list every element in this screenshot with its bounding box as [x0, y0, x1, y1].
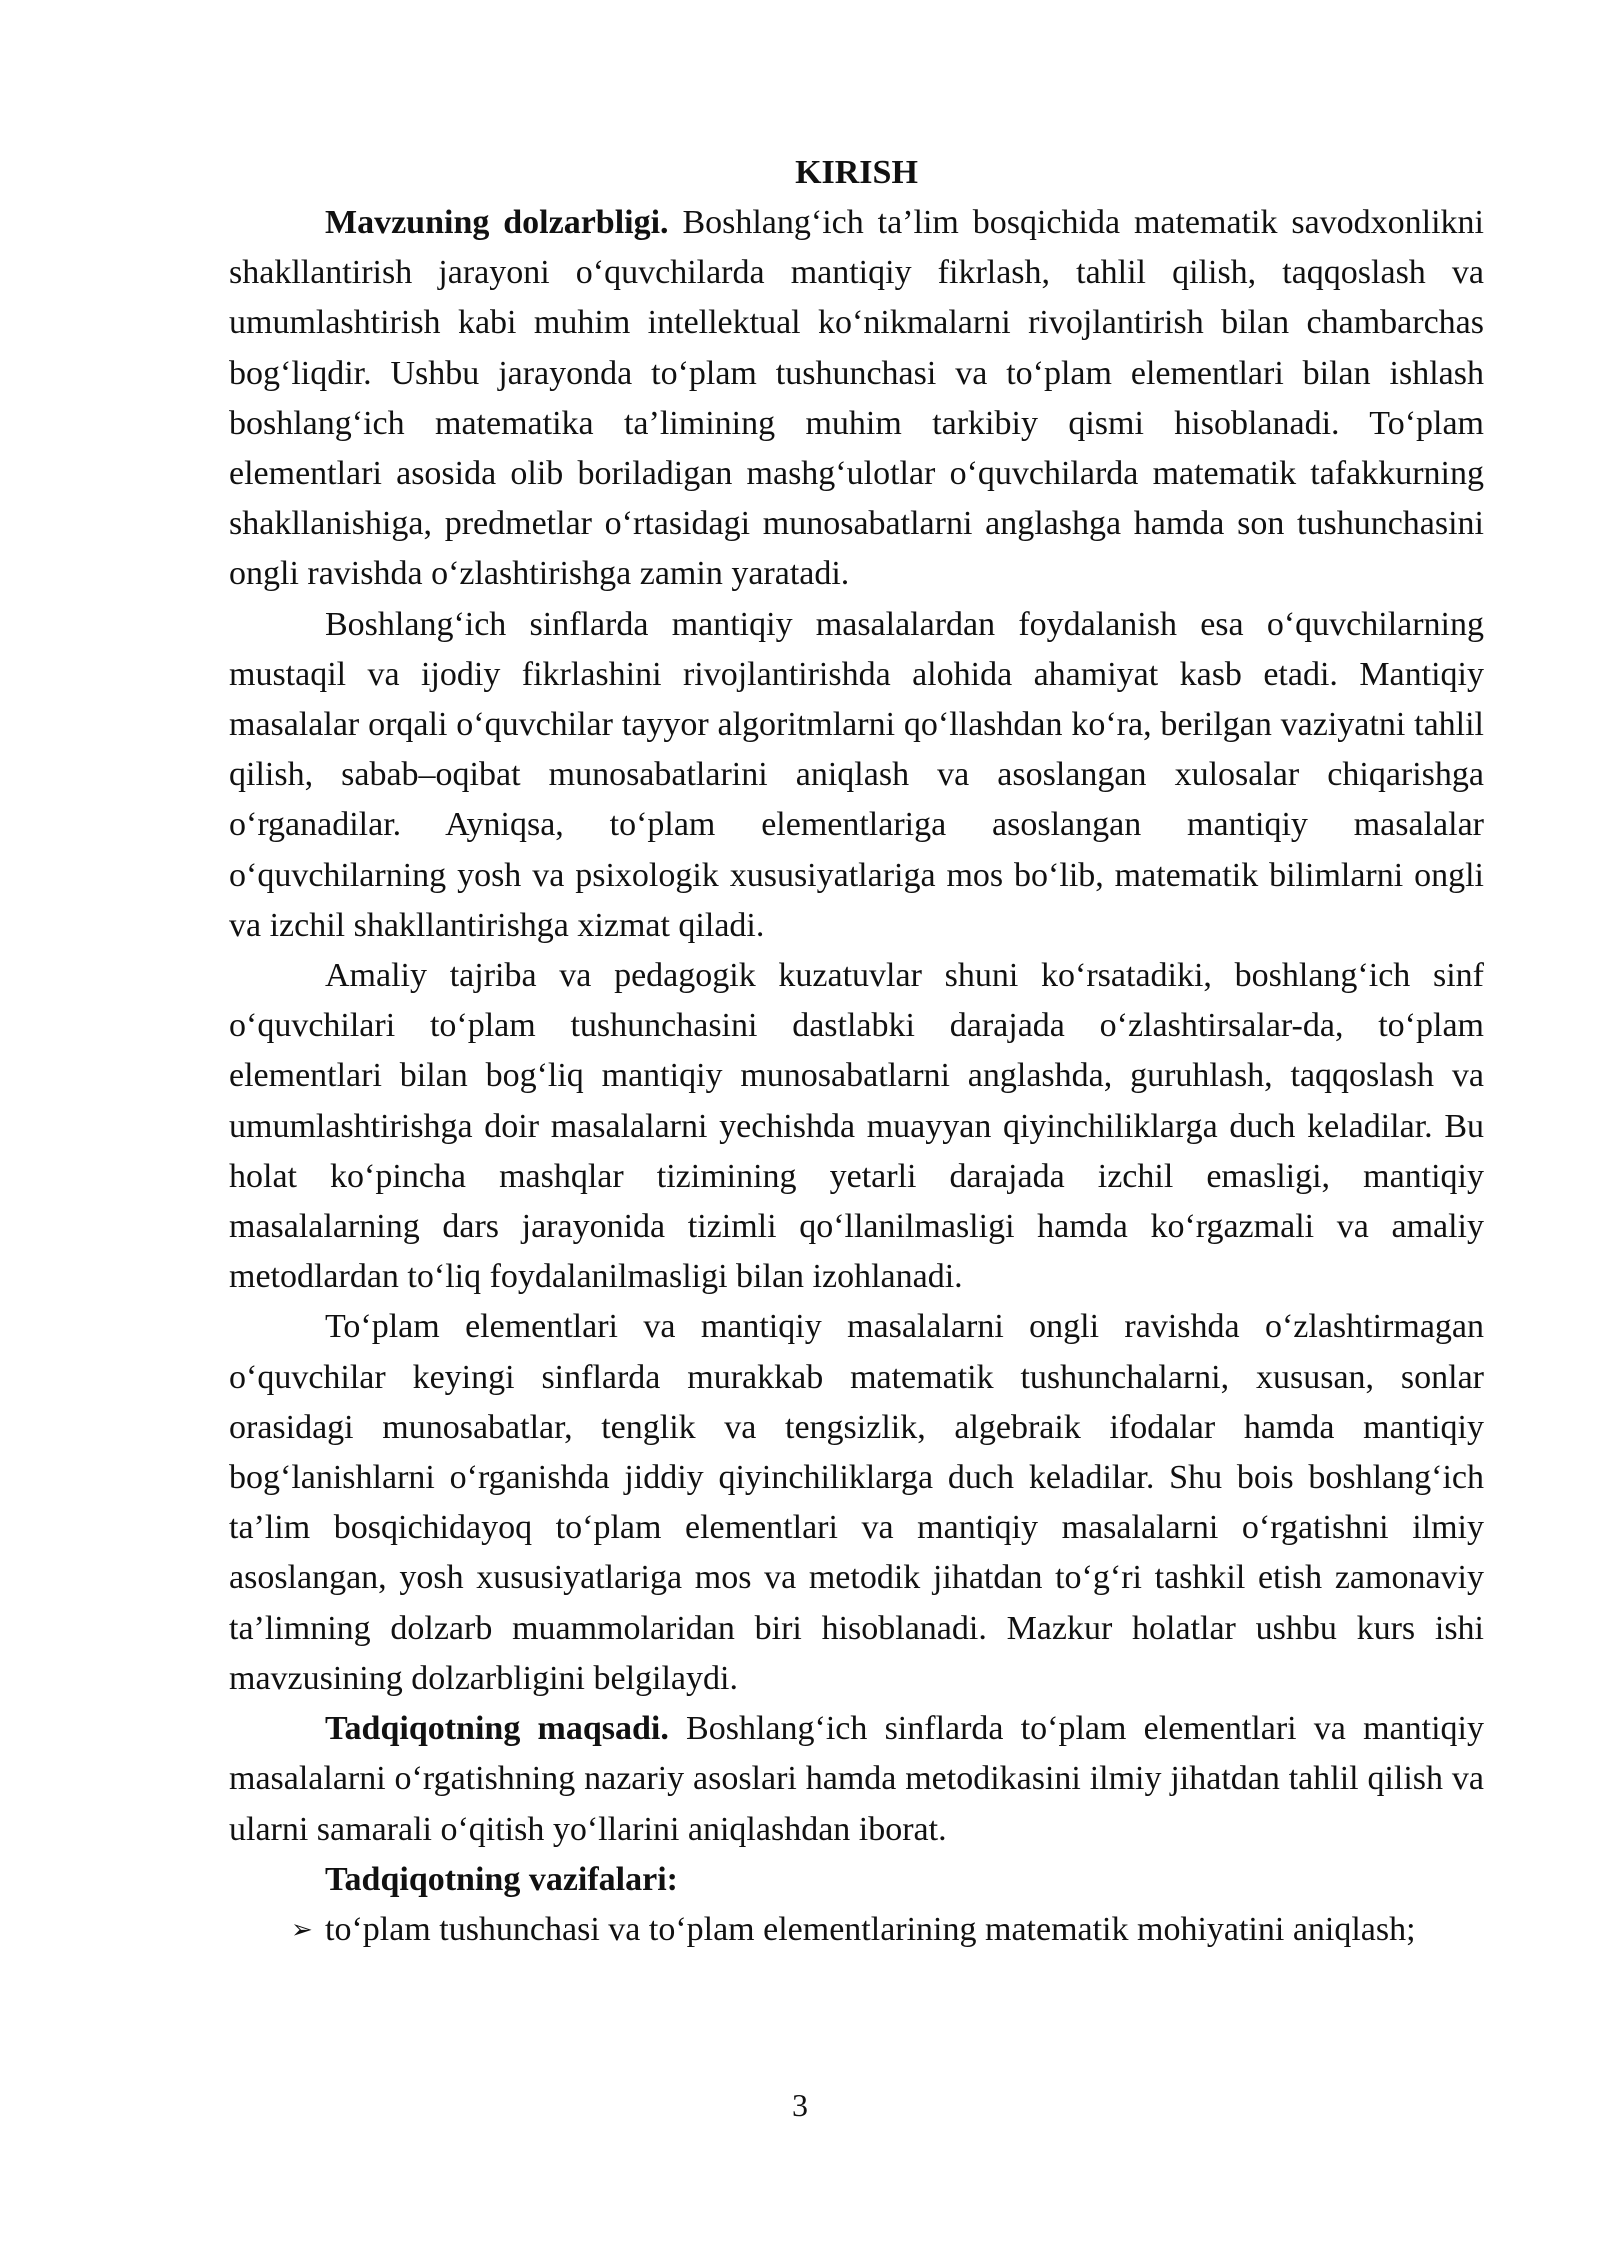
paragraph-relevance [229, 198, 1484, 600]
paragraph-text: Amaliy tajriba va pedagogik kuzatuvlar shuni ko‘rsatadiki, boshlang‘ich sinf o‘quvchilari to‘plam tushunchasini dastlabki darajada o‘zlashtirsalar-da, to‘plam elementlari bilan bog‘liq mantiqiy munosabatlarni anglashda, guruhlash, taqqoslash va umumlashtirishga doir masalalarni yechishda muayyan qiyinchiliklarga duch keladilar. Bu holat ko‘pincha mashqlar tizimining yetarli darajada izchil emasligi, mantiqiy masalalarning dars jarayonida tizimli qo‘llanilmasligi hamda ko‘rgazmali va amaliy metodlardan to‘liq foydalanilmasligi bilan izohlanadi. [229, 957, 1484, 1296]
page-number: 3 [792, 2087, 808, 2123]
paragraph-lead: Mavzuning dolzarbligi. [325, 204, 669, 241]
paragraph-text: Boshlang‘ich sinflarda mantiqiy masalalardan foydalanish esa o‘quvchilarning mustaqil va ijodiy fikrlashini rivojlantirishda alohida ahamiyat kasb etadi. Mantiqiy masalalar orqali o‘quvchilar tayyor algoritmlarni qo‘llashdan ko‘ra, berilgan vaziyatni tahlil qilish, sabab–oqibat munosabatlarini aniqlash va asoslangan xulosalar chiqarishga o‘rganadilar. Ayniqsa, to‘plam elementlariga asoslangan mantiqiy masalalar o‘quvchilarning yosh va psixologik xususiyatlariga mos bo‘lib, matematik bilimlarni ongli va izchil shakllantirishga xizmat qiladi. [229, 605, 1484, 944]
tasks-heading: Tadqiqotning vazifalari: [325, 1860, 678, 1898]
task-list-item [229, 1905, 1484, 1955]
paragraph-text: To‘plam elementlari va mantiqiy masalalarni ongli ravishda o‘zlashtirmagan o‘quvchilar keyingi sinflarda murakkab matematik tushunchalarni, xususan, sonlar orasidagi munosabatlar, tenglik va tengsizlik, algebraik ifodalar hamda mantiqiy bog‘lanishlarni o‘rganishda jiddiy qiyinchiliklarga duch keladilar. Shu bois boshlang‘ich ta’lim bosqichidayoq to‘plam elementlari va mantiqiy masalalarni o‘rgatishni ilmiy asoslangan, yosh xususiyatlariga mos va metodik jihatdan to‘g‘ri tashkil etish zamonaviy ta’limning dolzarb muammolaridan biri hisoblanadi. Mazkur holatlar ushbu kurs ishi mavzusining dolzarbligini belgilaydi. [229, 1308, 1484, 1697]
paragraph-goal [229, 1704, 1484, 1855]
section-title: KIRISH [795, 154, 918, 191]
page-content [229, 148, 1484, 1955]
paragraph-lead: Tadqiqotning maqsadi. [325, 1710, 669, 1748]
task-text: to‘plam tushunchasi va to‘plam elementlarining matematik mohiyatini aniqlash; [325, 1910, 1416, 1948]
arrow-bullet-icon: ➢ [291, 1914, 313, 1945]
paragraph-text: Boshlang‘ich sinflarda to‘plam elementlari va mantiqiy masalalarni o‘rgatishning nazariy asoslari hamda metodikasini ilmiy jihatdan tahlil qilish va ularni samarali o‘qitish yo‘llarini aniqlashdan iborat. [229, 1710, 1484, 1848]
paragraph-consequences [229, 1302, 1484, 1704]
paragraph-logical-problems [229, 600, 1484, 951]
paragraph-practice [229, 951, 1484, 1302]
paragraph-text: Boshlang‘ich ta’lim bosqichida matematik savodxonlikni shakllantirish jarayoni o‘quvchilarda mantiqiy fikrlash, tahlil qilish, taqqoslash va umumlashtirish kabi muhim intellektual ko‘nikmalarni rivojlantirish bilan chambarchas bog‘liqdir. Ushbu jarayonda to‘plam tushunchasi va to‘plam elementlari bilan ishlash boshlang‘ich matematika ta’limining muhim tarkibiy qismi hisoblanadi. To‘plam elementlari asosida olib boriladigan mashg‘ulotlar o‘quvchilarda matematik tafakkurning shakllanishiga, predmetlar o‘rtasidagi munosabatlarni anglashga hamda son tushunchasini ongli ravishda o‘zlashtirishga zamin yaratadi. [229, 204, 1485, 593]
